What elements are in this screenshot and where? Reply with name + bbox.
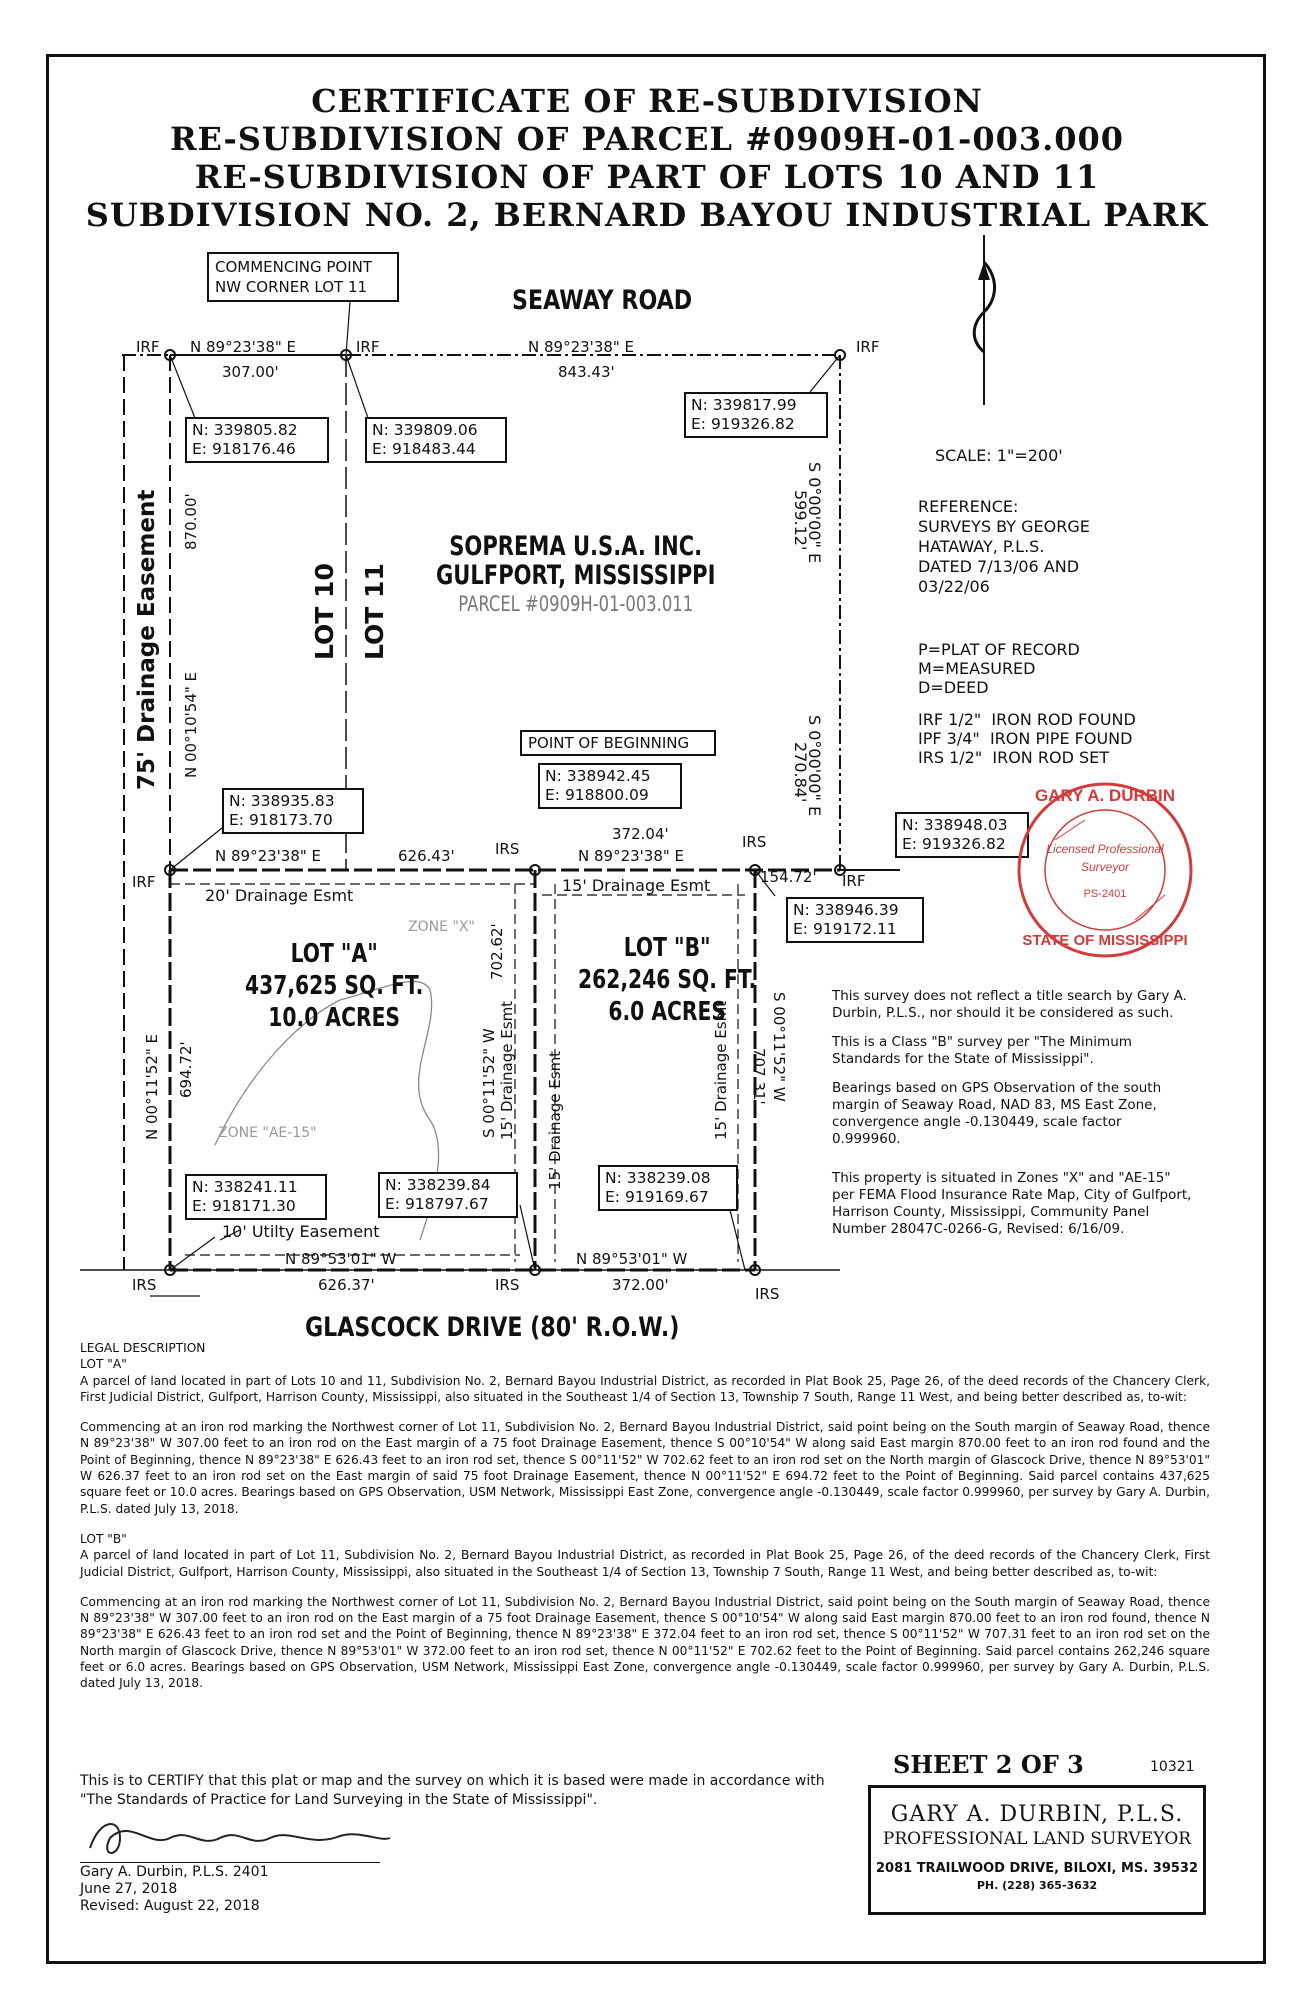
firm-box — [868, 1785, 1206, 1915]
dist-top-right: 843.43' — [558, 363, 615, 381]
coord-c1-e: E: 918176.46 — [192, 440, 296, 458]
bearing-top-right: N 89°23'38" E — [528, 338, 635, 356]
firm-title: PROFESSIONAL LAND SURVEYOR — [882, 1829, 1192, 1849]
coord-box-c6 — [895, 812, 1029, 858]
lot-b-area: 262,246 SQ. FT. — [578, 965, 757, 995]
coord-c6-n: N: 338948.03 — [902, 816, 1008, 834]
drainage-75-label: 75' Drainage Easement — [134, 489, 160, 790]
commencing-point-box — [207, 252, 399, 302]
iron-legend-code-2: IPF — [918, 729, 942, 748]
drainage-15-top-label: 15' Drainage Esmt — [562, 876, 711, 895]
dist-lot-a-west: 694.72' — [177, 1041, 195, 1098]
legal-lot-b-intro: A parcel of land located in part of Lot 11, Subdivision No. 2, Bernard Bayou Industrial District, as recorded in Plat Book 25, Page 26, of the deed records of the Chancery Clerk, First Judicial District, Gulfport, Harrison County, Mississippi, also situated in the Southeast 1/4 of Section 13, Township 7 South, Range 11 West, and being better described as, to-wit: — [80, 1548, 1210, 1579]
bearing-right-bottom: S 0°00'00" E — [805, 715, 824, 817]
coord-c9-e: E: 918797.67 — [385, 1195, 489, 1213]
iron-legend-size-2: 3/4" — [946, 729, 980, 748]
reference-block — [918, 497, 1090, 597]
coord-c8-n: N: 338241.11 — [192, 1178, 298, 1196]
dist-east-stub: 154.72' — [760, 868, 817, 886]
coord-box-c5 — [538, 763, 682, 809]
irs-label-2: IRS — [742, 833, 767, 851]
coord-box-c3 — [684, 392, 828, 438]
title-line-4: SUBDIVISION NO. 2, BERNARD BAYOU INDUSTRIAL PARK — [85, 196, 1209, 234]
reference-line-4: DATED 7/13/06 AND — [918, 557, 1080, 576]
coord-c7-n: N: 338946.39 — [793, 901, 899, 919]
firm-name: GARY A. DURBIN, P.L.S. — [890, 1802, 1184, 1827]
leader-c3 — [810, 355, 840, 392]
dist-north-a: 626.43' — [398, 847, 455, 865]
coord-c4-n: N: 338935.83 — [229, 792, 335, 810]
reference-line-2: SURVEYS BY GEORGE — [918, 517, 1090, 536]
firm-address: 2081 TRAILWOOD DRIVE, BILOXI, MS. 39532 — [875, 1861, 1199, 1876]
bearing-north-b: N 89°23'38" E — [578, 847, 685, 865]
abbrev-line-1: P=PLAT OF RECORD — [918, 640, 1080, 659]
coord-c3-n: N: 339817.99 — [691, 396, 797, 414]
dist-south-b: 372.00' — [612, 1276, 669, 1294]
owner-city: GULFPORT, MISSISSIPPI — [436, 560, 716, 591]
dist-right-top: 599.12' — [791, 490, 810, 551]
coord-c6-e: E: 919326.82 — [902, 835, 1006, 853]
drainage-15-b-label: 15' Drainage Esmt — [546, 1050, 564, 1190]
legal-lot-a-body: Commencing at an iron rod marking the Northwest corner of Lot 11, Subdivision No. 2, Bernard Bayou Industrial District, said point being on the South margin of Seaway Road, thence N 89°23'38" W 307.00 feet to an iron rod on the East margin of a 75 foot Drainage Easement, thence S 00°10'54" W along said East margin 870.00 feet to an iron rod found and the Point of Beginning, thence N 89°23'38" E 626.43 feet to an iron rod set, thence S 00°11'52" W 702.62 feet to an iron rod set on the North margin of Glascock Drive, thence N 89°53'01" W 626.37 feet to an iron rod set on the East margin of said 75 foot Drainage Easement, thence N 00°11'52" E 694.72 feet to the Point of Beginning. Said parcel contains 437,625 square feet or 10.0 acres. Bearings based on GPS Observation, USM Network, Mississippi East Zone, convergence angle -0.130449, scale factor 0.999960, per survey by Gary A. Durbin, P.L.S. dated July 13, 2018. — [80, 1420, 1210, 1516]
coord-c5-n: N: 338942.45 — [545, 767, 651, 785]
coord-c3-e: E: 919326.82 — [691, 415, 795, 433]
sheet-label: SHEET 2 OF 3 — [893, 1750, 1084, 1779]
coord-box-c4 — [222, 788, 364, 834]
drainage-20-label: 20' Drainage Esmt — [205, 886, 354, 905]
firm-phone: PH. (228) 365-3632 — [976, 1879, 1098, 1892]
glascock-drive-label: GLASCOCK DRIVE (80' R.O.W.) — [305, 1312, 680, 1343]
legal-heading: LEGAL DESCRIPTION — [80, 1341, 206, 1355]
iron-legend-desc-2: IRON PIPE FOUND — [989, 729, 1133, 748]
coord-box-c7 — [786, 897, 924, 943]
drainage-15-a-label: 15' Drainage Esmt — [498, 1000, 516, 1140]
seal-mid-1: Licensed Professional — [1046, 842, 1164, 856]
coord-box-c1 — [185, 417, 329, 463]
coord-box-c9 — [378, 1172, 518, 1218]
note-3: Bearings based on GPS Observation of the south margin of Seaway Road, NAD 83, MS East Zone, convergence angle -0.130449, scale factor 0.999960. — [832, 1080, 1162, 1147]
title-line-2: RE-SUBDIVISION OF PARCEL #0909H-01-003.000 — [169, 120, 1125, 158]
dist-north-b: 372.04' — [612, 825, 669, 843]
bearing-north-a: N 89°23'38" E — [215, 847, 322, 865]
coord-c10-n: N: 338239.08 — [605, 1169, 711, 1187]
dist-left-east: 870.00' — [182, 493, 200, 550]
coord-c2-n: N: 339809.06 — [372, 421, 478, 439]
iron-legend-desc-3: IRON ROD SET — [992, 748, 1110, 767]
bearing-south-b: N 89°53'01" W — [576, 1250, 688, 1268]
surveyor-seal — [1015, 780, 1195, 960]
commencing-line-2: NW CORNER LOT 11 — [215, 278, 368, 296]
lot-10-label: LOT 10 — [310, 563, 339, 660]
zone-x-label: ZONE "X" — [408, 919, 475, 935]
iron-legend — [918, 710, 1136, 767]
note-2: This is a Class "B" survey per "The Minimum Standards for the State of Mississippi". — [832, 1034, 1132, 1067]
dist-right-bottom: 270.84' — [791, 742, 810, 803]
coord-c8-e: E: 918171.30 — [192, 1197, 296, 1215]
bearing-mid: S 00°11'52" W — [480, 1028, 498, 1138]
coord-box-c10 — [598, 1165, 738, 1211]
iron-legend-code-3: IRS — [918, 748, 944, 767]
signature-line — [80, 1862, 380, 1863]
note-4: This property is situated in Zones "X" and "AE-15" per FEMA Flood Insurance Rate Map, City of Gulfport, Harrison County, Mississippi, Community Panel Number 28047C-0266-G, Revised: 6/16/09. — [832, 1170, 1192, 1237]
iron-legend-row-3 — [918, 748, 1136, 767]
bearing-left-east: N 00°10'54" E — [182, 671, 200, 778]
bearing-top-left: N 89°23'38" E — [190, 338, 297, 356]
coord-c4-e: E: 918173.70 — [229, 811, 333, 829]
coord-c10-e: E: 919169.67 — [605, 1188, 709, 1206]
notes-block — [832, 988, 1192, 1250]
commencing-line-1: COMMENCING POINT — [215, 258, 373, 276]
iron-legend-desc-1: IRON ROD FOUND — [991, 710, 1136, 729]
reference-line-1: REFERENCE: — [918, 497, 1019, 516]
seal-mid-2: Surveyor — [1080, 860, 1130, 874]
signature — [80, 1808, 400, 1868]
signer-block — [80, 1864, 269, 1915]
irs-label-4: IRS — [495, 1276, 520, 1294]
drainage-15-east-label: 15' Drainage Esmt — [712, 1000, 730, 1140]
bearing-south-a: N 89°53'01" W — [285, 1250, 397, 1268]
legal-lot-a-label: LOT "A" — [80, 1357, 127, 1372]
signer-revised: Revised: August 22, 2018 — [80, 1898, 260, 1914]
dist-top-left: 307.00' — [222, 363, 279, 381]
iron-legend-code-1: IRF — [918, 710, 944, 729]
lot-a-acres: 10.0 ACRES — [268, 1003, 401, 1033]
irf-label-2: IRF — [356, 338, 380, 356]
dist-mid: 702.62' — [488, 923, 506, 980]
iron-legend-size-3: 1/2" — [949, 748, 983, 767]
signer-name: Gary A. Durbin, P.L.S. 2401 — [80, 1864, 269, 1880]
coord-c1-n: N: 339805.82 — [192, 421, 298, 439]
bearing-lot-a-west: N 00°11'52" E — [143, 1033, 161, 1140]
reference-line-5: 03/22/06 — [918, 577, 990, 596]
irf-label-1: IRF — [136, 338, 160, 356]
north-arrow-head — [978, 262, 990, 280]
owner-block — [436, 532, 715, 619]
iron-legend-row-2 — [918, 729, 1136, 748]
abbrev-line-2: M=MEASURED — [918, 659, 1036, 678]
coord-c9-n: N: 338239.84 — [385, 1176, 491, 1194]
irs-label-5: IRS — [755, 1285, 780, 1303]
abbrev-block — [918, 640, 1080, 697]
legal-lot-b-body: Commencing at an iron rod marking the Northwest corner of Lot 11, Subdivision No. 2, Bernard Bayou Industrial District, said point being on the South margin of Seaway Road, thence N 89°23'38" W 307.00 feet to an iron rod on the East margin of a 75 foot Drainage Easement, thence S 00°10'54" W along said East margin 870.00 feet to an iron rod found, thence N 89°23'38" E 626.43 feet to an iron rod set and the Point of Beginning, thence N 89°23'38" E 372.04 feet to an iron rod set, thence S 00°11'52" W 707.31 feet to an iron rod set on the North margin of Glascock Drive, thence N 89°53'01" W 372.00 feet to an iron rod set, thence N 00°11'52" E 702.62 feet to the Point of Beginning. Said parcel contains 262,246 square feet or 6.0 acres. Bearings based on GPS Observation, USM Network, Mississippi East Zone, convergence angle -0.130449, scale factor 0.999960, per survey by Gary A. Durbin, P.L.S. dated July 13, 2018. — [80, 1594, 1210, 1691]
iron-legend-row-1 — [918, 710, 1136, 729]
leader-c2 — [346, 355, 368, 418]
bearing-lot-b-east: S 00°11'52" W — [770, 992, 788, 1102]
abbrev-line-3: D=DEED — [918, 678, 989, 697]
legal-lot-a-intro: A parcel of land located in part of Lots 10 and 11, Subdivision No. 2, Bernard Bayou Industrial District, as recorded in Plat Book 25, Page 26, of the deed records of the Chancery Clerk, First Judicial District, Gulfport, Harrison County, Mississippi, also situated in the Southeast 1/4 of Section 13, Township 7 South, Range 11 West, and being better described as, to-wit: — [80, 1373, 1210, 1404]
coord-c5-e: E: 918800.09 — [545, 786, 649, 804]
dist-south-a: 626.37' — [318, 1276, 375, 1294]
lot-b-acres: 6.0 ACRES — [608, 997, 726, 1027]
certification-text: This is to CERTIFY that this plat or map and the survey on which it is based were made in accordance with "The Standards of Practice for Land Surveying in the State of Mississippi". — [80, 1773, 825, 1808]
irf-label-4: IRF — [132, 873, 156, 891]
title-line-3: RE-SUBDIVISION OF PART OF LOTS 10 AND 11 — [194, 158, 1100, 196]
seaway-road-label: SEAWAY ROAD — [512, 285, 693, 316]
coord-box-c2 — [365, 417, 507, 463]
irs-label-3: IRS — [132, 1276, 157, 1294]
coord-c7-e: E: 919172.11 — [793, 920, 897, 938]
owner-name: SOPREMA U.S.A. INC. — [449, 531, 703, 562]
lot-a-name: LOT "A" — [290, 939, 378, 969]
seal-number: PS-2401 — [1083, 888, 1127, 900]
legal-description — [80, 1340, 1210, 1706]
irs-label-1: IRS — [495, 840, 520, 858]
seal-top: GARY A. DURBIN — [1034, 786, 1176, 805]
lot-a-block — [245, 938, 423, 1034]
utility-easement-label: 10' Utilty Easement — [222, 1222, 380, 1241]
lot-a-area: 437,625 SQ. FT. — [245, 971, 424, 1001]
seal-bottom: STATE OF MISSISSIPPI — [1022, 932, 1188, 949]
leader-c9 — [520, 1205, 535, 1270]
leader-c1 — [170, 355, 195, 418]
coord-box-c8 — [185, 1174, 327, 1220]
pob-box: POINT OF BEGINNING — [520, 730, 716, 756]
bearing-right-top: S 0°00'00" E — [805, 462, 824, 564]
lot-11-label: LOT 11 — [360, 563, 389, 660]
coord-c2-e: E: 918483.44 — [372, 440, 476, 458]
leader-c8 — [170, 1237, 215, 1270]
dist-lot-b-east: 707.31' — [750, 1048, 768, 1105]
reference-line-3: HATAWAY, P.L.S. — [918, 537, 1045, 556]
note-1: This survey does not reflect a title search by Gary A. Durbin, P.L.S., nor should it be considered as such. — [832, 988, 1187, 1021]
irf-label-5: IRF — [842, 872, 866, 890]
scale-label: SCALE: 1"=200' — [935, 446, 1063, 465]
job-number: 10321 — [1150, 1759, 1195, 1775]
owner-parcel: PARCEL #0909H-01-003.011 — [458, 592, 694, 616]
iron-legend-size-1: 1/2" — [948, 710, 982, 729]
legal-lot-b-label: LOT "B" — [80, 1531, 127, 1546]
signer-date: June 27, 2018 — [80, 1881, 178, 1897]
leader-commencing — [346, 302, 350, 355]
irf-label-3: IRF — [856, 338, 880, 356]
lot-b-name: LOT "B" — [623, 933, 711, 963]
title-line-1: CERTIFICATE OF RE-SUBDIVISION — [311, 82, 983, 120]
zone-ae-label: ZONE "AE-15" — [218, 1125, 317, 1141]
